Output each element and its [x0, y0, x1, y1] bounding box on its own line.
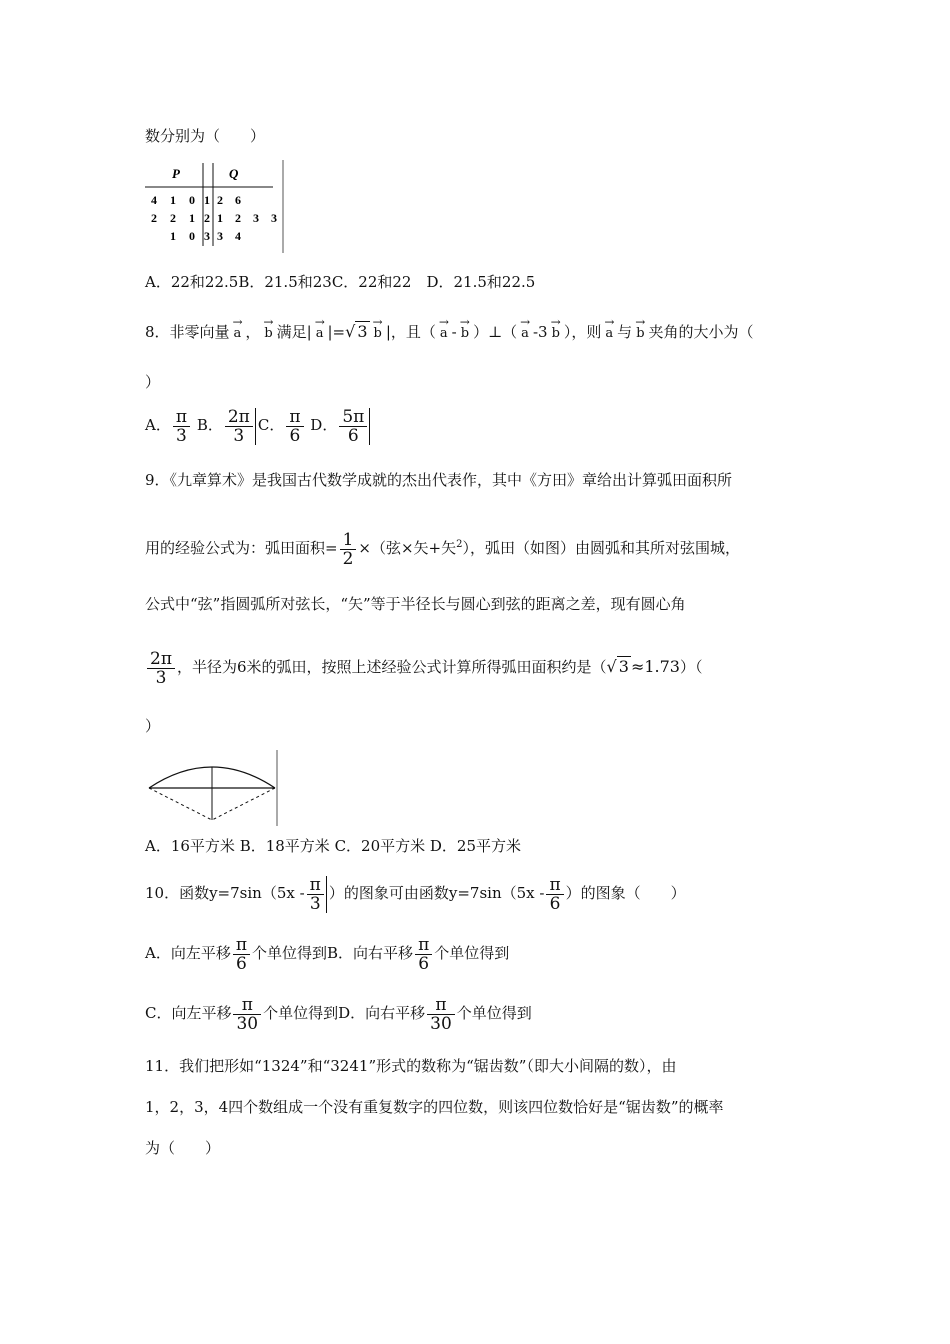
- leaf-p-r1-1: 1: [170, 193, 176, 207]
- option-c-fraction: $\frac{\pi}{30}$: [233, 996, 261, 1033]
- vector-b: → b: [461, 318, 469, 344]
- q9-options: A．16平方米 B．18平方米 C．20平方米 D．25平方米: [145, 837, 522, 855]
- vector-b: → b: [552, 318, 560, 344]
- stem-leaf-table: [145, 158, 290, 253]
- leaf-p-r1-0: 4: [151, 193, 157, 207]
- vector-a: → a: [234, 318, 242, 344]
- q9-line1: 9．《九章算术》是我国古代数学成就的杰出代表作，其中《方田》章给出计算弧田面积所: [145, 471, 733, 489]
- leaf-p-r3-0: 1: [170, 229, 176, 243]
- option-a-fraction: $\frac{\pi}{3}$: [173, 408, 190, 445]
- pi-over-6-fraction: $\frac{\pi}{6}$: [546, 876, 563, 913]
- q10-options-cd: C．向左平移 $\frac{\pi}{30}$ 个单位得到D．向右平移 $\frac{\pi}{30}$ 个单位得到: [145, 994, 532, 1034]
- q11-line3: 为（ ）: [145, 1139, 221, 1157]
- vector-a: → a: [316, 318, 324, 344]
- leaf-q-r3-0: 3: [217, 229, 223, 243]
- option-b-fraction: $\frac{2\pi}{3}$: [225, 408, 256, 445]
- stem-r1: 1: [204, 193, 210, 207]
- option-d-fraction: $\frac{5\pi}{6}$: [339, 408, 370, 445]
- q8-close: ）: [145, 373, 161, 391]
- option-a-fraction: $\frac{\pi}{6}$: [233, 936, 250, 973]
- vector-a: → a: [440, 318, 448, 344]
- leaf-p-r2-2: 1: [189, 211, 195, 225]
- leaf-p-r2-0: 2: [151, 211, 157, 225]
- arc-field-figure: [145, 748, 285, 828]
- vector-b: → b: [264, 318, 272, 344]
- q8-stem: 8．非零向量→ a ，→ b 满足|→ a |=√ 3→ b |，且（→ a -→ b ）⊥（→ a -3→ b ），则→ a 与→ b 夹角的大小为（: [145, 318, 754, 344]
- one-half-fraction: $\frac{1}{2}$: [340, 531, 357, 568]
- stem-r3: 3: [204, 229, 210, 243]
- q7-options: A．22和22.5B．21.5和23C．22和22 D．21.5和22.5: [145, 273, 536, 291]
- leaf-q-r1-0: 2: [217, 193, 223, 207]
- q11-line2: 1，2，3，4四个数组成一个没有重复数字的四位数，则该四位数恰好是“锯齿数”的概率: [145, 1098, 724, 1116]
- leaf-p-r2-1: 2: [170, 211, 176, 225]
- option-d-fraction: $\frac{\pi}{30}$: [427, 996, 455, 1033]
- leaf-q-r2-1: 2: [235, 211, 241, 225]
- leaf-q-r2-0: 1: [217, 211, 223, 225]
- q9-close: ）: [145, 717, 161, 735]
- table-header-p: P: [172, 166, 180, 181]
- leaf-p-r3-1: 0: [189, 229, 195, 243]
- leaf-q-r3-1: 4: [235, 229, 241, 243]
- q11-line1: 11．我们把形如“1324”和“3241”形式的数称为“锯齿数”（即大小间隔的数），由: [145, 1057, 677, 1075]
- table-header-q: Q: [229, 166, 239, 181]
- q9-line3: 公式中“弦”指圆弧所对弦长，“矢”等于半径长与圆心到弦的距离之差，现有圆心角: [145, 595, 686, 613]
- q10-options-ab: A．向左平移 $\frac{\pi}{6}$ 个单位得到B．向右平移 $\frac{\pi}{6}$ 个单位得到: [145, 934, 510, 974]
- vector-a: → a: [521, 318, 529, 344]
- pi-over-3-fraction: $\frac{\pi}{3}$: [307, 876, 327, 913]
- leaf-q-r1-1: 6: [235, 193, 241, 207]
- vector-a: → a: [605, 318, 613, 344]
- angle-fraction: $\frac{2\pi}{3}$: [147, 650, 175, 687]
- leaf-p-r1-2: 0: [189, 193, 195, 207]
- option-b-fraction: $\frac{\pi}{6}$: [415, 936, 432, 973]
- vector-b: → b: [636, 318, 644, 344]
- q9-line2: 用的经验公式为：弧田面积= $\frac{1}{2}$ ×（弦×矢+矢$^2$），弧田（如图）由圆弧和其所对弦围城，: [145, 529, 741, 569]
- q7-tail: 数分别为（ ）: [145, 127, 266, 145]
- leaf-q-r2-3: 3: [271, 211, 277, 225]
- vector-b: → b: [374, 318, 382, 344]
- stem-r2: 2: [204, 211, 210, 225]
- q8-options: A． $\frac{\pi}{3}$ B． $\frac{2\pi}{3}$ C． $\frac{\pi}{6}$ D． $\frac{5\pi}{6}$: [145, 404, 372, 446]
- option-c-fraction: $\frac{\pi}{6}$: [286, 408, 303, 445]
- leaf-q-r2-2: 3: [253, 211, 259, 225]
- sqrt-3-approx: √ 3 ≈1.73: [606, 657, 680, 676]
- q10-stem: 10．函数y=7sin（5x - $\frac{\pi}{3}$ ）的图象可由函数y=7sin（5x - $\frac{\pi}{6}$ ）的图象（ ）: [145, 874, 686, 914]
- q9-line4: $\frac{2\pi}{3}$ ，半径为6米的弧田，按照上述经验公式计算所得弧田面积约是（√ 3 ≈1.73）（: [145, 646, 702, 688]
- sqrt-3: √ 3: [345, 322, 368, 341]
